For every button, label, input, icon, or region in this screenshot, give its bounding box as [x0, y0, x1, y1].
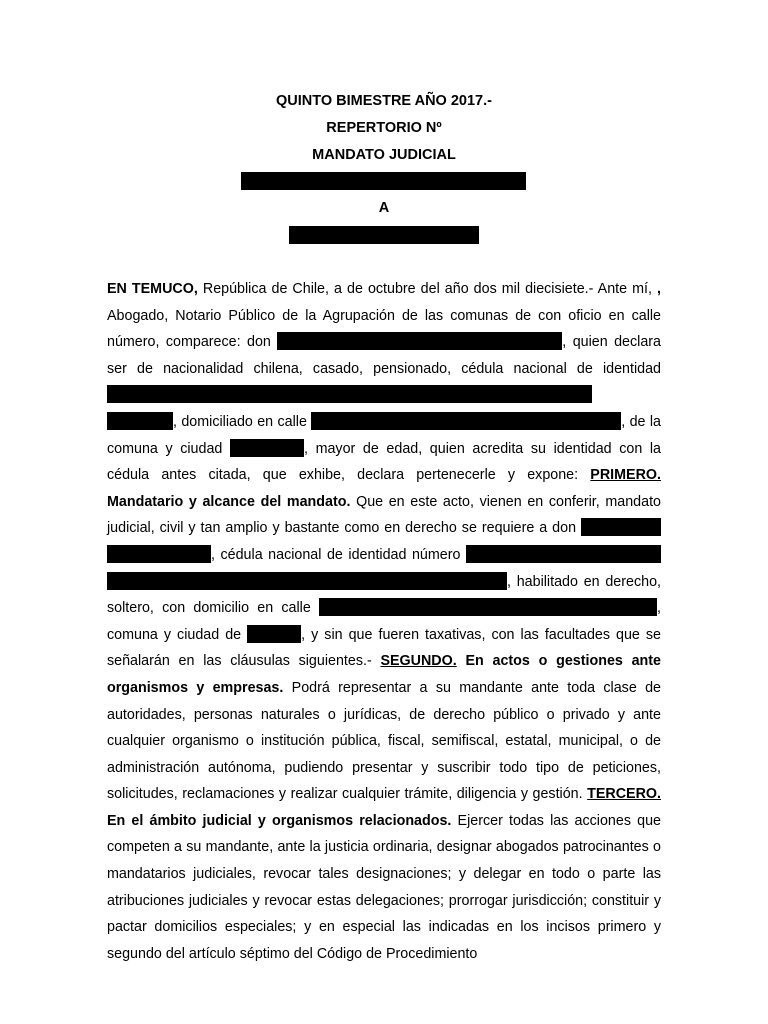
clause-primero-title: Mandatario y alcance del mandato.	[107, 493, 351, 510]
redacted-field	[230, 439, 304, 457]
redacted-field	[581, 518, 661, 536]
redacted-field	[466, 545, 661, 563]
header-repertorio: REPERTORIO Nº	[326, 120, 442, 136]
document-body	[107, 276, 661, 967]
body-paragraph: EN TEMUCO, República de Chile, a de octubre del año dos mil diecisiete.- Ante mí, , Abogado, Notario Público de la Agrupación de las comunas de con oficio en calle número, comparece: don , quien declara ser de nacionalidad chilena, casado, pensionado, cédula nacional de identidad , domiciliado en calle , de la comuna y ciudad , mayor de edad, quien acredita su identidad con la cédula antes citada, que exhibe, declara pertenecerle y expone: PRIMERO. Mandatario y alcance del mandato. Que en este acto, vienen en conferir, mandato judicial, civil y tan amplio y bastante como en derecho se requiere a don , cédula nacional de identidad número , habilitado en derecho, soltero, con domicilio en calle , comuna y ciudad de , y sin que fueren taxativas, con las facultades que se señalarán en las cláusulas siguientes.- SEGUNDO. En actos o gestiones ante organismos y empresas. Podrá representar a su mandante ante toda clase de autoridades, personas naturales o jurídicas, de derecho público o privado y ante cualquier organismo o institución pública, fiscal, semifiscal, estatal, municipal, o de administración autónoma, pudiendo presentar y suscribir todo tipo de peticiones, solicitudes, reclamaciones y realizar cualquier trámite, diligencia y gestión. TERCERO. En el ámbito judicial y organismos relacionados. Ejercer todas las acciones que competen a su mandante, ante la justicia ordinaria, designar abogados patrocinantes o mandatarios judiciales, revocar tales designaciones; y delegar en todo o parte las atribuciones judiciales y revocar estas delegaciones; prorrogar jurisdicción; constituir y pactar domicilios especiales; y en especial las indicadas en los incisos primero y segundo del artículo séptimo del Código de Procedimiento	[107, 281, 662, 962]
clause-segundo: SEGUNDO.	[380, 653, 457, 670]
redacted-field	[107, 385, 592, 403]
redacted-field	[319, 598, 657, 616]
header-a: A	[378, 200, 390, 216]
header-document-type: MANDATO JUDICIAL	[312, 147, 456, 163]
redacted-field	[247, 625, 301, 643]
header-period: QUINTO BIMESTRE AÑO 2017.-	[276, 93, 492, 109]
redacted-field	[277, 332, 562, 350]
redacted-field	[107, 572, 507, 590]
clause-tercero: TERCERO.	[587, 786, 661, 803]
place-label: EN TEMUCO,	[107, 281, 198, 297]
clause-primero: PRIMERO.	[590, 467, 661, 484]
redacted-field	[107, 545, 211, 563]
redacted-field	[107, 412, 173, 430]
redacted-field	[311, 412, 621, 430]
clause-tercero-title: En el ámbito judicial y organismos relacionados.	[107, 812, 452, 829]
clause-segundo-title: En actos o gestiones ante organismos y empresas.	[107, 653, 661, 696]
redacted-attorney-name	[289, 226, 479, 244]
redacted-grantor-name	[241, 172, 526, 190]
